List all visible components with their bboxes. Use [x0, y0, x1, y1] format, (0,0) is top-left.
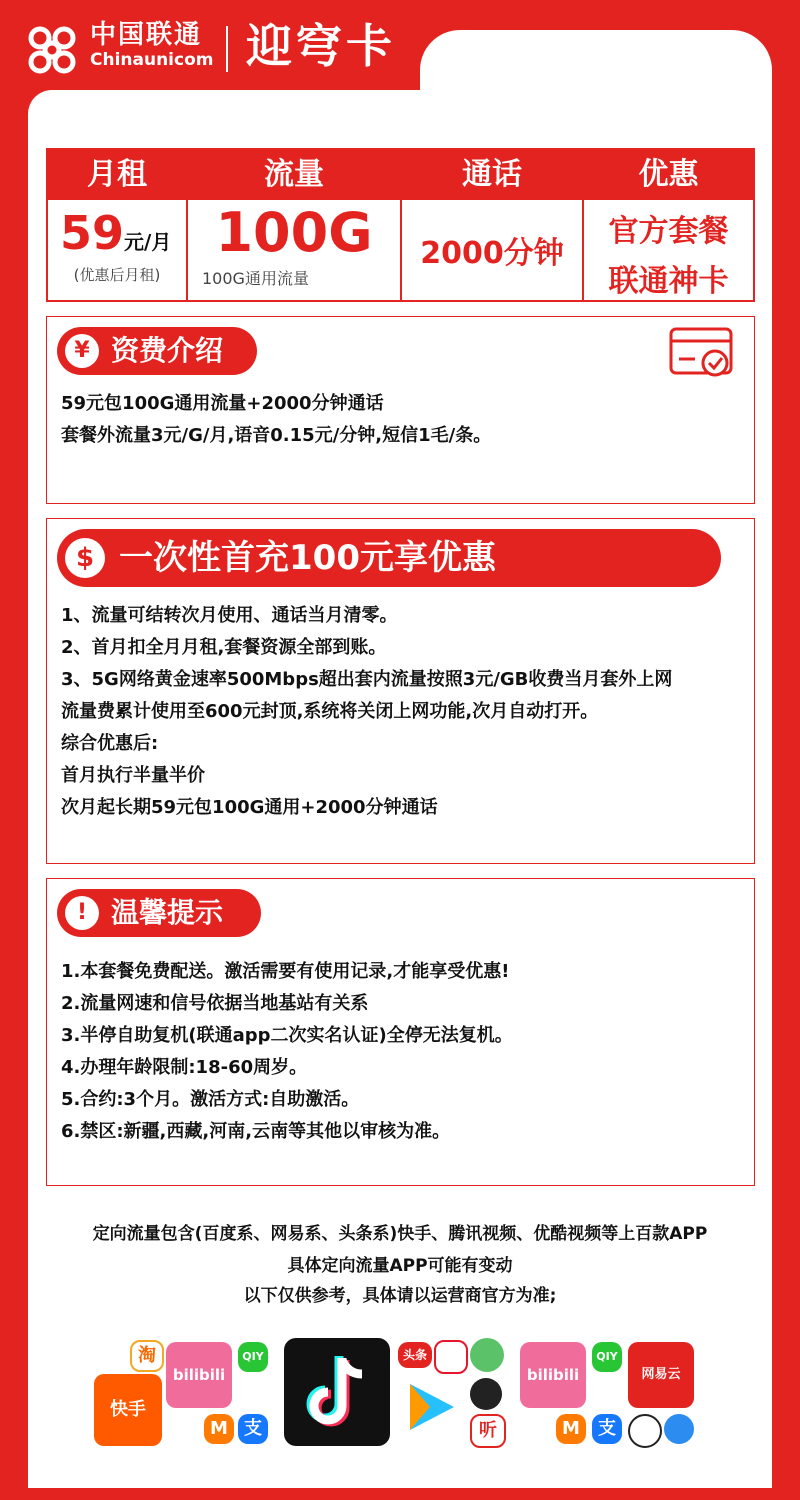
- unicom-knot-logo-icon: [22, 24, 82, 76]
- header-data: 流量: [188, 150, 400, 200]
- card-name-title: 迎穹卡: [246, 19, 396, 73]
- tips-section: [46, 878, 755, 1186]
- promo-line: 次月起长期59元包100G通用+2000分钟通话: [61, 797, 438, 818]
- header-divider: [226, 26, 228, 72]
- netease-music-icon: 网易云: [628, 1342, 694, 1408]
- douyin-icon: [284, 1338, 390, 1446]
- alipay-icon: 支: [238, 1414, 268, 1444]
- promo-section-header: [57, 529, 721, 587]
- tips-line: 3.半停自助复机(联通app二次实名认证)全停无法复机。: [61, 1025, 513, 1046]
- tips-line: 6.禁区:新疆,西藏,河南,云南等其他以审核为准。: [61, 1121, 451, 1142]
- header-rent: 月租: [48, 150, 186, 200]
- promo-line: 首月执行半量半价: [61, 765, 205, 786]
- plan-table: [46, 148, 755, 302]
- fee-line: 59元包100G通用流量+2000分钟通话: [61, 393, 384, 414]
- toutiao-icon: 头条: [398, 1342, 432, 1368]
- bill-check-icon: [669, 325, 735, 379]
- iqiyi-icon-2: QIY: [592, 1342, 622, 1372]
- data-value: 100G: [215, 201, 373, 264]
- promo-line: 流量费累计使用至600元封顶,系统将关闭上网功能,次月自动打开。: [61, 701, 599, 722]
- header-calls: 通话: [402, 150, 582, 200]
- qq-icon: [628, 1414, 662, 1448]
- tingshu-icon: 听: [470, 1414, 506, 1448]
- promo-line: 1、流量可结转次月使用、通话当月清零。: [61, 605, 398, 626]
- promo-line: 综合优惠后:: [61, 733, 159, 754]
- shadow-app-icon: [470, 1378, 502, 1410]
- warning-icon: !: [65, 896, 99, 930]
- fee-line: 套餐外流量3元/G/月,语音0.15元/分钟,短信1毛/条。: [61, 425, 492, 446]
- promo-section: [46, 518, 755, 864]
- tips-line: 5.合约:3个月。激活方式:自助激活。: [61, 1089, 360, 1110]
- yen-icon: ¥: [65, 334, 99, 368]
- brand-name: [90, 20, 213, 70]
- tips-section-title: 温馨提示: [111, 896, 224, 929]
- tencent-video-icon: [470, 1338, 504, 1372]
- weibo-icon: [434, 1340, 468, 1374]
- dollar-refresh-icon: $: [65, 538, 105, 578]
- tips-section-header: [57, 889, 261, 937]
- bilibili-icon-2: bilibili: [520, 1342, 586, 1408]
- taobao-icon: 淘: [130, 1340, 164, 1372]
- promo-line: 3、5G网络黄金速率500Mbps超出套内流量按照3元/GB收费当月套外上网: [61, 669, 673, 690]
- promo-line: 2、首月扣全月月租,套餐资源全部到账。: [61, 637, 387, 658]
- footer-note: 具体定向流量APP可能有变动: [287, 1256, 513, 1276]
- fee-section-title: 资费介绍: [111, 334, 224, 367]
- mango-tv-icon: M: [204, 1414, 234, 1444]
- fee-section: [46, 316, 755, 504]
- header-offer: 优惠: [584, 150, 753, 200]
- footer-note: 以下仅供参考，具体请以运营商官方为准;: [243, 1286, 557, 1306]
- kuaishou-icon: 快手: [94, 1374, 162, 1446]
- brand-name-cn: 中国联通: [90, 20, 203, 50]
- iqiyi-icon: QIY: [238, 1342, 268, 1372]
- offer-line-1: 官方套餐: [608, 214, 729, 249]
- rent-unit: 元/月: [124, 230, 172, 254]
- fee-section-header: [57, 327, 257, 375]
- data-note: 100G通用流量: [202, 269, 309, 288]
- rent-note: (优惠后月租): [73, 266, 161, 284]
- rent-value: 59: [60, 206, 125, 260]
- footer-note: 定向流量包含(百度系、网易系、头条系)快手、腾讯视频、优酷视频等上百款APP: [92, 1224, 708, 1244]
- video-play-icon: [400, 1378, 458, 1436]
- rent-cell: [48, 200, 186, 302]
- data-cell: [188, 200, 400, 302]
- calls-value: 2000分钟: [420, 236, 564, 271]
- calls-cell: [402, 200, 582, 302]
- offer-line-2: 联通神卡: [608, 264, 729, 299]
- offer-cell: [584, 200, 753, 302]
- tips-line: 4.办理年龄限制:18-60周岁。: [61, 1057, 308, 1078]
- tips-line: 2.流量网速和信号依据当地基站有关系: [61, 993, 369, 1014]
- bilibili-icon: bilibili: [166, 1342, 232, 1408]
- tips-line: 1.本套餐免费配送。激活需要有使用记录,才能享受优惠!: [61, 961, 510, 982]
- brand-name-en: Chinaunicom: [90, 50, 214, 70]
- promo-section-title: 一次性首充100元享优惠: [119, 538, 496, 578]
- feishu-icon: [664, 1414, 694, 1444]
- alipay-icon-2: 支: [592, 1414, 622, 1444]
- mango-tv-icon-2: M: [556, 1414, 586, 1444]
